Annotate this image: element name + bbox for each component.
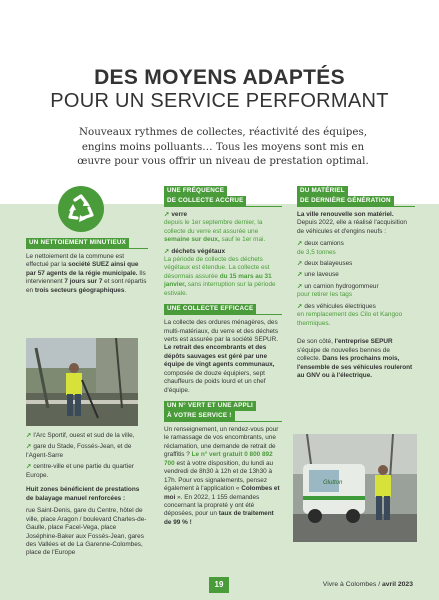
collecte-paragraph: La collecte des ordures ménagères, des multi-matériaux, du verre et des déchets verts est assurée par la société SEPUR. Le retrait des encombrants et des dépôts sauvages est géré par une équipe de vingt agents communaux, composée de douze équipiers, sept chauffeurs de poids lourd et un chef d'équipe.	[164, 319, 279, 394]
section-heading-numero-vert: UN N° VERT ET UNE APPLI	[164, 401, 256, 411]
column-materiel: DU MATÉRIEL DE DERNIÈRE GÉNÉRATION La ville renouvelle son matériel. Depuis 2022, elle a réalisé l'acquisition de véhicules et d'engins neufs : ➚ deux camions de 3,5 tonnes ➚ deux balayeuses ➚ une laveuse ➚ un camion hydrogommeur pour retirer les tags ➚ des véhicules électriques en remplacement des Cilo et Kangoo thermiques. De son côté, l'entreprise SEPUR s'équipe de nouvelles bennes de collecte. Dans les prochains mois, l'ensemble de ses véhicules rouleront au GNV ou à l'électrique.	[297, 186, 415, 384]
list-item: ➚ gare du Stade, Fossés-Jean, et de l'Agent-Sarre	[26, 443, 132, 459]
section-heading-materiel: DU MATÉRIEL	[297, 186, 348, 196]
list-item: ➚ déchets végétaux La période de collecte des déchets végétaux est étendue. La collecte est désormais assurée du 15 mars au 31 janvier, sans interruption sur la période estivale.	[164, 247, 276, 297]
list-item: ➚ une laveuse	[297, 271, 339, 279]
materiel-paragraph: La ville renouvelle son matériel. Depuis 2022, elle a réalisé l'acquisition de véhicules et d'engins neufs :	[297, 210, 407, 235]
zones-title: Huit zones bénéficient de prestations de balayage manuel renforcées :	[26, 486, 140, 502]
list-item: ➚ centre-ville et une partie du quartier Europe.	[26, 463, 134, 479]
sepur-paragraph: De son côté, l'entreprise SEPUR s'équipe de nouvelles bennes de collecte. Dans les prochains mois, l'ensemble de ses véhicules rouleront au GNV ou à l'électrique.	[297, 338, 413, 379]
glutton-logo: Glutton	[323, 480, 343, 486]
list-item: ➚ deux balayeuses	[297, 259, 353, 267]
numero-vert-paragraph: Un renseignement, un rendez-vous pour le ramassage de vos encombrants, une réclamation, une demande de retrait de graffitis ? Le n° vert gratuit 0 800 892 700 est à votre disposition, du lundi au vendredi de 8h30 à 12h et de 13h30 à 17h. Pour vos signalements, pensez également à l'application « Colombes et moi ». En 2022, 1 155 demandes concernant la propreté y ont été déposées, pour un taux de traitement de 99 % !	[164, 425, 280, 526]
nettoiement-paragraph: Le nettoiement de la commune est effectué par la société SUEZ ainsi que par 57 agents de la régie municipale. Ils interviennent 7 jours sur 7 et sont répartis en trois secteurs géographiques.	[26, 252, 147, 294]
street-sweeper-photo	[293, 434, 417, 542]
list-item: ➚ verre depuis le 1er septembre dernier, la collecte du verre est assurée une semaine sur deux, sauf le 1er mai.	[164, 210, 266, 244]
zones-text: rue Saint-Denis, gare du Centre, hôtel de ville, place Aragon / boulevard Charles-de-Gaulle, place Facel-Vega, place Joséphine-Baker aux Fossés-Jean, gares des Vallées et de La Garenne-Colombes, place de l'Europe	[26, 507, 147, 557]
page-subtitle: POUR UN SERVICE PERFORMANT	[50, 90, 389, 112]
recycle-icon	[58, 186, 104, 232]
list-item: ➚ un camion hydrogommeur pour retirer les tags	[297, 282, 379, 299]
top-band	[0, 0, 439, 44]
section-heading-frequence: UNE FRÉQUENCE	[164, 186, 227, 196]
column-collecte: UNE FRÉQUENCE DE COLLECTE ACCRUE ➚ verre depuis le 1er septembre dernier, la collecte du verre est assurée une semaine sur deux, sauf le 1er mai. ➚ déchets végétaux La période de collecte des déchets végétaux est étendue. La collecte est désormais assurée du 15 mars au 31 janvier, sans interruption sur la période estivale. UNE COLLECTE EFFICACE La collecte des ordures ménagères, des multi-matériaux, du verre et des déchets verts est assurée par la société SEPUR. Le retrait des encombrants et des dépôts sauvages est géré par une équipe de vingt agents communaux, composée de douze équipiers, sept chauffeurs de poids lourd et un chef d'équipe. UN N° VERT ET UNE APPLI À VOTRE SERVICE ! Un renseignement, un rendez-vous pour le ramassage de vos encombrants, une réclamation, une demande de retrait de graffitis ? Le n° vert gratuit 0 800 892 700 est à votre disposition, du lundi au vendredi de 8h30 à 12h et de 13h30 à 17h. Pour vos signalements, pensez également à l'application « Colombes et moi ». En 2022, 1 155 demandes concernant la propreté y ont été déposées, pour un taux de traitement de 99 % !	[164, 186, 282, 531]
list-item: ➚ deux camions de 3,5 tonnes	[297, 240, 344, 256]
section-heading-collecte: UNE COLLECTE EFFICACE	[164, 304, 256, 314]
section-heading-nettoiement: UN NETTOIEMENT MINUTIEUX	[26, 238, 129, 248]
intro-paragraph: Nouveaux rythmes de collectes, réactivité des équipes, engins moins polluants… Tous les moyens sont mis en œuvre pour vous offrir un niveau de prestation optimal.	[77, 126, 369, 168]
list-item: ➚ des véhicules électriques en remplacement des Cilo et Kangoo thermiques.	[297, 302, 403, 327]
footer-magazine: Vivre à Colombes / avril 2023	[322, 581, 413, 588]
page-number: 19	[209, 577, 229, 593]
street-cleaner-photo	[26, 338, 138, 426]
nettoiement-sectors	[26, 432, 148, 562]
column-nettoiement	[26, 238, 148, 299]
page-title: DES MOYENS ADAPTÉS	[94, 66, 345, 89]
list-item: ➚ l'Arc Sportif, ouest et sud de la ville,	[26, 432, 135, 439]
